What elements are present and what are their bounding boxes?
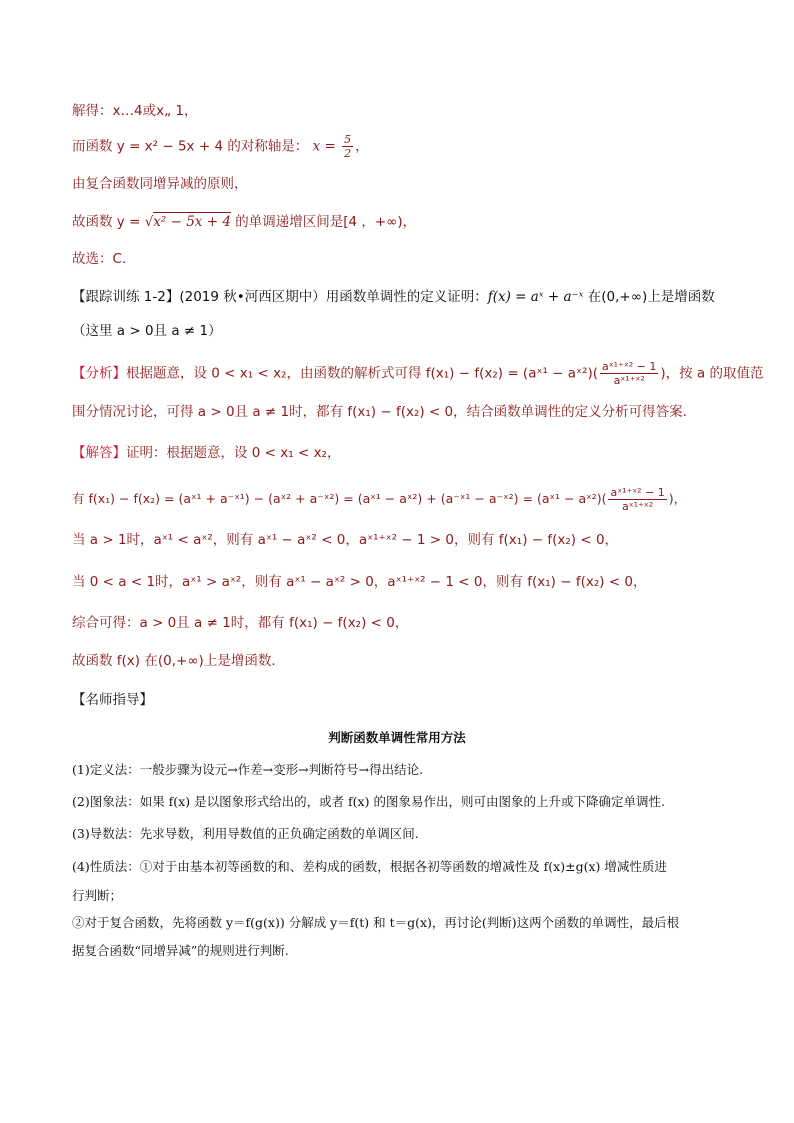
math-text: x =	[312, 138, 336, 155]
answer-tag: 【解答】	[72, 445, 126, 461]
radicand: x² − 5x + 4	[153, 214, 231, 230]
text: 故函数 y =	[72, 214, 141, 230]
denominator: 2	[344, 147, 352, 160]
text: （这里 a > 0且 a ≠ 1）	[72, 323, 222, 339]
text: 围分情况讨论，可得 a > 0且 a ≠ 1时，都有 f(x₁) − f(x₂) < 0，结合函数单调性的定义分析可得答案．	[72, 404, 697, 420]
text: 【名师指导】	[72, 692, 153, 708]
text: 故选：C．	[72, 251, 136, 267]
solution-line-interval	[72, 212, 416, 232]
text: )，按 a 的取值范	[660, 365, 764, 382]
text: 根据题意，设 0 < x₁ < x₂，由函数的解析式可得 f(x₁) − f(x₂) = (aˣ¹ − aˣ²)(	[126, 365, 598, 382]
text: 解得：x…4或x„ 1，	[72, 103, 198, 119]
answer-line-2	[72, 486, 686, 513]
numerator: aˣ¹⁺ˣ² − 1	[610, 486, 665, 499]
text: 由复合函数同增异减的原则，	[72, 176, 248, 192]
text: 故函数 f(x) 在(0,+∞)上是增函数．	[72, 653, 285, 669]
problem-condition	[72, 321, 222, 341]
method-graph: (2)图象法：如果 f(x) 是以图象形式给出的，或者 f(x) 的图象易作出，则可由图象的上升或下降确定单调性.	[72, 794, 665, 809]
denominator: aˣ¹⁺ˣ²	[622, 500, 654, 513]
fraction	[608, 486, 666, 513]
text: 综合可得：a > 0且 a ≠ 1时，都有 f(x₁) − f(x₂) < 0，	[72, 615, 409, 631]
text: 当 0 < a < 1时，aˣ¹ > aˣ²，则有 aˣ¹ − aˣ² > 0，aˣ¹⁺ˣ² − 1 < 0，则有 f(x₁) − f(x₂) < 0，	[72, 574, 647, 590]
text: 有 f(x₁) − f(x₂) = (aˣ¹ + a⁻ˣ¹) − (aˣ² + a⁻ˣ²) = (aˣ¹ − aˣ²) + (a⁻ˣ¹ − a⁻ˣ²) = (aˣ¹ − aˣ²)(	[72, 491, 607, 506]
answer-line-3	[72, 530, 618, 550]
problem-statement	[72, 287, 715, 307]
solution-line-answer	[72, 249, 135, 269]
method-property: (4)性质法：①对于由基本初等函数的和、差构成的函数，根据各初等函数的增减性及 f(x)±g(x) 增减性质进	[72, 859, 667, 874]
fraction	[600, 360, 658, 387]
solution-line-roots	[72, 101, 197, 121]
answer-line-5	[72, 613, 408, 633]
sqrt-symbol: √	[144, 214, 154, 230]
method-composite-cont: 据复合函数“同增异减”的规则进行判断.	[72, 943, 289, 958]
numerator: aˣ¹⁺ˣ² − 1	[601, 360, 657, 373]
answer-line-1	[72, 443, 340, 463]
solution-line-axis	[72, 133, 369, 160]
section-title: 判断函数单调性常用方法	[328, 730, 466, 745]
text: 证明：根据题意，设 0 < x₁ < x₂，	[126, 445, 341, 461]
denominator: aˣ¹⁺ˣ²	[613, 374, 645, 387]
text: 在(0,+∞)上是增函数	[583, 289, 715, 305]
solution-line-principle	[72, 174, 248, 194]
text: 当 a > 1时，aˣ¹ < aˣ²，则有 aˣ¹ − aˣ² < 0，aˣ¹⁺ˣ² − 1 > 0，则有 f(x₁) − f(x₂) < 0，	[72, 532, 619, 548]
numerator: 5	[344, 133, 352, 146]
text: ，	[355, 138, 369, 155]
text: )，	[668, 491, 687, 506]
answer-line-4	[72, 572, 647, 592]
fraction-five-halves	[342, 133, 353, 160]
method-derivative: (3)导数法：先求导数，利用导数值的正负确定函数的单调区间.	[72, 826, 419, 841]
analysis-tag: 【分析】	[72, 365, 126, 382]
analysis-line-2	[72, 402, 696, 422]
answer-line-6	[72, 651, 285, 671]
text: 【跟踪训练 1-2】(2019 秋•河西区期中）用函数单调性的定义证明：	[72, 289, 488, 305]
analysis-line-1	[72, 360, 763, 387]
text: 而函数 y = x² − 5x + 4 的对称轴是：	[72, 138, 309, 155]
method-composite: ②对于复合函数，先将函数 y＝f(g(x)) 分解成 y＝f(t) 和 t＝g(x)，再讨论(判断)这两个函数的单调性，最后根	[72, 915, 680, 930]
method-definition: (1)定义法：一般步骤为设元→作差→变形→判断符号→得出结论.	[72, 762, 424, 777]
teacher-guide-heading	[72, 690, 153, 710]
text: 的单调递增区间是[4 ，+∞)，	[230, 214, 417, 230]
math-text: f(x) = aˣ + a⁻ˣ	[487, 289, 584, 305]
method-property-cont: 行判断；	[72, 888, 123, 903]
